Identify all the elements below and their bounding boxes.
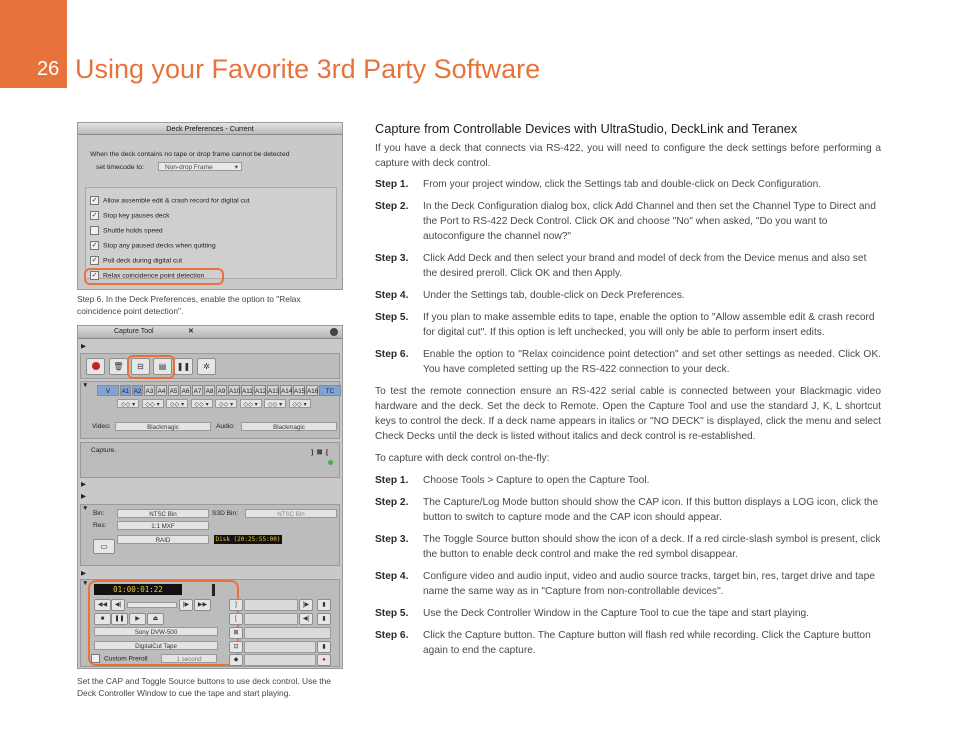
checkbox-checked-icon[interactable]: ✓ <box>91 212 98 219</box>
timecode-display: 01:00:01:22 <box>94 584 182 595</box>
track-patch-select[interactable]: ◇◇ ▾ <box>264 399 286 408</box>
checkbox-checked-icon[interactable]: ✓ <box>91 197 98 204</box>
gear-icon[interactable]: ✲ <box>197 358 216 375</box>
play-button[interactable]: ▶ <box>129 613 146 625</box>
stop-button[interactable]: ■ <box>94 613 111 625</box>
capture-tool-titlebar <box>78 326 342 339</box>
in-out-markers: ] ⊠ [ <box>311 449 329 456</box>
deck-preferences-title: Deck Preferences - Current <box>78 123 342 135</box>
track-button-a9[interactable]: A9 <box>216 385 227 396</box>
track-patch-select[interactable]: ◇◇ ▾ <box>289 399 311 408</box>
custom-preroll-checkbox[interactable]: Custom Preroll <box>91 654 148 663</box>
highlight-ring <box>88 580 239 666</box>
step-item: Step 5. If you plan to make assemble edits to tape, enable the option to "Allow assemble edit & crash record for digital cut". If this option is left unchecked, you will only be able to perform insert edits. <box>375 312 875 338</box>
record-button[interactable] <box>86 358 105 375</box>
step-item: Step 4. Under the Settings tab, double-click on Deck Preferences. <box>375 290 685 301</box>
step-back-button[interactable]: ◀| <box>111 599 125 611</box>
fast-forward-button[interactable]: ▶▶ <box>194 599 211 611</box>
clear-in-out-button[interactable]: ⊠ <box>229 627 243 639</box>
mark-out-button[interactable]: ] <box>229 599 243 611</box>
s3d-bin-label: S3D Bin: <box>212 510 239 517</box>
track-button-a15[interactable]: A15 <box>293 385 305 396</box>
disclosure-triangle-icon[interactable]: ▼ <box>82 505 89 512</box>
on-the-fly-paragraph: To capture with deck control on-the-fly: <box>375 453 550 464</box>
step-item: Step 1. Choose Tools > Capture to open the Capture Tool. <box>375 475 650 486</box>
trash-icon[interactable]: 🗑 <box>109 358 128 375</box>
res-label: Res: <box>93 522 107 529</box>
window-menu-icon[interactable] <box>330 328 338 336</box>
s3d-bin-select[interactable]: NTSC Bin <box>245 509 337 518</box>
in-point-button[interactable]: ▮ <box>317 613 331 625</box>
track-button-tc[interactable]: TC <box>319 385 341 396</box>
step-item: Step 2. In the Deck Configuration dialog box, click Add Channel and then set the Channel Type to Direct and the Port to RS-422 Deck Control. Click OK and choose "No" when asked, "Do you want to autoconfigure the channel now?" <box>375 201 876 242</box>
track-button-a4[interactable]: A4 <box>156 385 167 396</box>
track-button-a11[interactable]: A11 <box>241 385 253 396</box>
deck-select[interactable]: Sony DVW-500 <box>94 627 218 636</box>
bin-select[interactable]: NTSC Bin <box>117 509 209 518</box>
deck-preferences-line: When the deck contains no tape or drop frame cannot be detected <box>90 151 290 158</box>
capture-log-mode-button[interactable]: ⊟ <box>131 358 150 375</box>
go-to-out-button[interactable]: ]▶ <box>299 599 313 611</box>
disk-space-readout: Disk (20:25:55:00) <box>215 536 281 543</box>
rewind-button[interactable]: ◀◀ <box>94 599 111 611</box>
bin-label: Bin: <box>93 510 105 517</box>
capture-tool-screenshot <box>77 325 343 669</box>
status-led <box>328 460 333 465</box>
step-item: Step 4. Configure video and audio input, video and audio source tracks, target bin, res, target drive and tape name the same way as in "Capture from non-controllable devices". <box>375 571 875 597</box>
toggle-source-button[interactable]: ▤ <box>153 358 172 375</box>
capture-toolbar <box>80 353 340 379</box>
step-item: Step 1. From your project window, click the Settings tab and double-click on Deck Configuration. <box>375 179 822 190</box>
close-icon[interactable]: ✕ <box>188 328 194 335</box>
track-button-a16[interactable]: A16 <box>306 385 318 396</box>
tracks-panel <box>80 381 340 439</box>
track-button-a12[interactable]: A12 <box>254 385 266 396</box>
drive-select[interactable]: RAID <box>117 535 209 544</box>
page-title: Using your Favorite 3rd Party Software <box>75 54 541 84</box>
track-patch-select[interactable]: ◇◇ ▾ <box>166 399 188 408</box>
audio-label: Audio: <box>216 423 235 430</box>
out-point-button[interactable]: ▮ <box>317 599 331 611</box>
capture-label: Capture. <box>91 447 117 454</box>
duration-field[interactable] <box>244 627 331 639</box>
bin-res-panel <box>80 504 340 566</box>
step-item: Step 5. Use the Deck Controller Window in the Capture Tool to cue the tape and start playing. <box>375 608 810 619</box>
clip-name-field[interactable] <box>244 641 316 653</box>
track-button-a1[interactable]: A1 <box>120 385 131 396</box>
pause-button[interactable]: ❚❚ <box>111 613 128 625</box>
deck-controller-panel <box>80 579 340 667</box>
res-select[interactable]: 1:1 MXF <box>117 521 209 530</box>
track-button-a5[interactable]: A5 <box>168 385 179 396</box>
comment-field[interactable] <box>244 654 316 666</box>
checkbox-icon[interactable] <box>90 226 99 235</box>
track-button-a7[interactable]: A7 <box>192 385 203 396</box>
timecode-label: set timecode to: <box>96 164 144 171</box>
highlight-ring <box>127 355 175 379</box>
chevron-down-icon: ▾ <box>234 164 238 171</box>
track-button-a14[interactable]: A14 <box>280 385 292 396</box>
highlight-ring <box>84 268 224 285</box>
clear-out-button[interactable]: ▮ <box>317 641 331 653</box>
step-item: Step 2. The Capture/Log Mode button should show the CAP icon. If this button displays a LOG icon, click the button to switch to capture mode and the CAP icon should appear. <box>375 497 879 523</box>
checkbox-checked-icon[interactable]: ✓ <box>91 257 98 264</box>
capture-status-panel <box>80 442 340 478</box>
tape-name-field[interactable]: DigitalCut Tape <box>94 641 218 650</box>
timecode-select[interactable] <box>158 162 242 171</box>
disclosure-triangle-icon[interactable]: ▶ <box>81 570 87 577</box>
step-item: Step 6. Enable the option to "Relax coincidence point detection" and set other settings as needed. Click OK. You have completed setting up the RS-422 connection to your deck. <box>375 349 881 375</box>
page-number: 26 <box>37 58 60 80</box>
drive-button[interactable]: ▭ <box>93 539 115 554</box>
track-patch-select[interactable]: ◇◇ ▾ <box>215 399 237 408</box>
section-heading: Capture from Controllable Devices with UltraStudio, DeckLink and Teranex <box>375 121 798 136</box>
pause-icon[interactable]: ❚❚ <box>174 358 193 375</box>
eject-button[interactable]: ⏏ <box>147 613 164 625</box>
track-button-a8[interactable]: A8 <box>204 385 215 396</box>
preroll-select[interactable]: 1 second <box>161 654 217 663</box>
disclosure-triangle-icon[interactable]: ▼ <box>82 382 89 389</box>
option-row[interactable]: ✓ Allow assemble edit & crash record for digital cut <box>91 197 250 205</box>
mark-in-button[interactable]: [ <box>229 613 243 625</box>
capture-tool-title: Capture Tool <box>114 328 154 335</box>
clear-in-button[interactable]: ⊡ <box>229 641 243 653</box>
step-item: Step 3. The Toggle Source button should show the icon of a deck. If a red circle-slash symbol is present, click the button to enable deck control and make the red symbol disappear. <box>375 534 881 560</box>
track-button-a13[interactable]: A13 <box>267 385 279 396</box>
capture-tool-caption: Set the CAP and Toggle Source buttons to use deck control. Use the Deck Controller Window to cue the tape and start playing. <box>77 676 331 698</box>
go-to-in-button[interactable]: ◀[ <box>299 613 313 625</box>
remote-test-paragraph: To test the remote connection ensure an RS-422 serial cable is connected between your Blackmagic video hardware and the deck. Set the deck to Remote. Open the Capture Tool and use the standard J, K, L shortcut keys to control the deck. If a deck name appears in italics or "NO DECK" is displayed, click the menu and select Check Decks until the deck is listed without italics and deck control is re-established. <box>375 386 881 442</box>
track-button-a3[interactable]: A3 <box>144 385 155 396</box>
video-input-select[interactable]: Blackmagic <box>115 422 211 431</box>
video-label: Video: <box>92 423 111 430</box>
track-patch-select[interactable]: ◇◇ ▾ <box>240 399 262 408</box>
timecode-value: Non-drop Frame <box>165 164 213 171</box>
option-row-relax-coincidence[interactable]: ✓ Relax coincidence point detection <box>91 272 205 280</box>
track-button-v[interactable]: V <box>97 385 119 396</box>
track-patch-select[interactable]: ◇◇ ▾ <box>191 399 213 408</box>
disclosure-triangle-icon[interactable]: ▶ <box>81 481 87 488</box>
step-item: Step 3. Click Add Deck and then select your brand and model of deck from the Device menus and also set the desired preroll. Click OK and then Apply. <box>375 253 867 279</box>
audio-input-select[interactable]: Blackmagic <box>241 422 337 431</box>
track-button-a2[interactable]: A2 <box>132 385 143 396</box>
option-row[interactable]: ✓ Stop any paused decks when quitting <box>91 242 216 250</box>
deck-preferences-caption: Step 6. In the Deck Preferences, enable the option to "Relax coincidence point detection". <box>77 294 301 316</box>
step-forward-button[interactable]: |▶ <box>179 599 193 611</box>
track-button-a6[interactable]: A6 <box>180 385 191 396</box>
disclosure-triangle-icon[interactable]: ▶ <box>81 493 87 500</box>
option-row[interactable]: ✓ Stop key pauses deck <box>91 212 170 220</box>
disclosure-triangle-icon[interactable]: ▼ <box>82 580 89 587</box>
options-group <box>85 187 337 279</box>
deck-preferences-screenshot <box>77 122 343 290</box>
track-patch-select[interactable]: ◇◇ ▾ <box>142 399 164 408</box>
checkbox-checked-icon[interactable]: ✓ <box>91 242 98 249</box>
in-timecode-field[interactable] <box>244 599 298 611</box>
intro-paragraph: If you have a deck that connects via RS-422, you will need to configure the deck settings before performing a capture with deck control. <box>375 143 881 169</box>
log-button[interactable]: ◆ <box>229 654 243 666</box>
track-patch-select[interactable]: ◇◇ ▾ <box>117 399 139 408</box>
step-item: Step 6. Click the Capture button. The Capture button will flash red while recording. Click the Capture button again to end the capture. <box>375 630 871 656</box>
checkbox-checked-icon[interactable]: ✓ <box>91 272 98 279</box>
option-row[interactable]: Shuttle holds speed <box>90 226 163 236</box>
option-row[interactable]: ✓ Poll deck during digital cut <box>91 257 182 265</box>
disclosure-triangle-icon[interactable]: ▶ <box>81 343 87 350</box>
record-out-button[interactable]: ● <box>317 654 331 666</box>
out-timecode-field[interactable] <box>244 613 298 625</box>
track-button-a10[interactable]: A10 <box>228 385 240 396</box>
